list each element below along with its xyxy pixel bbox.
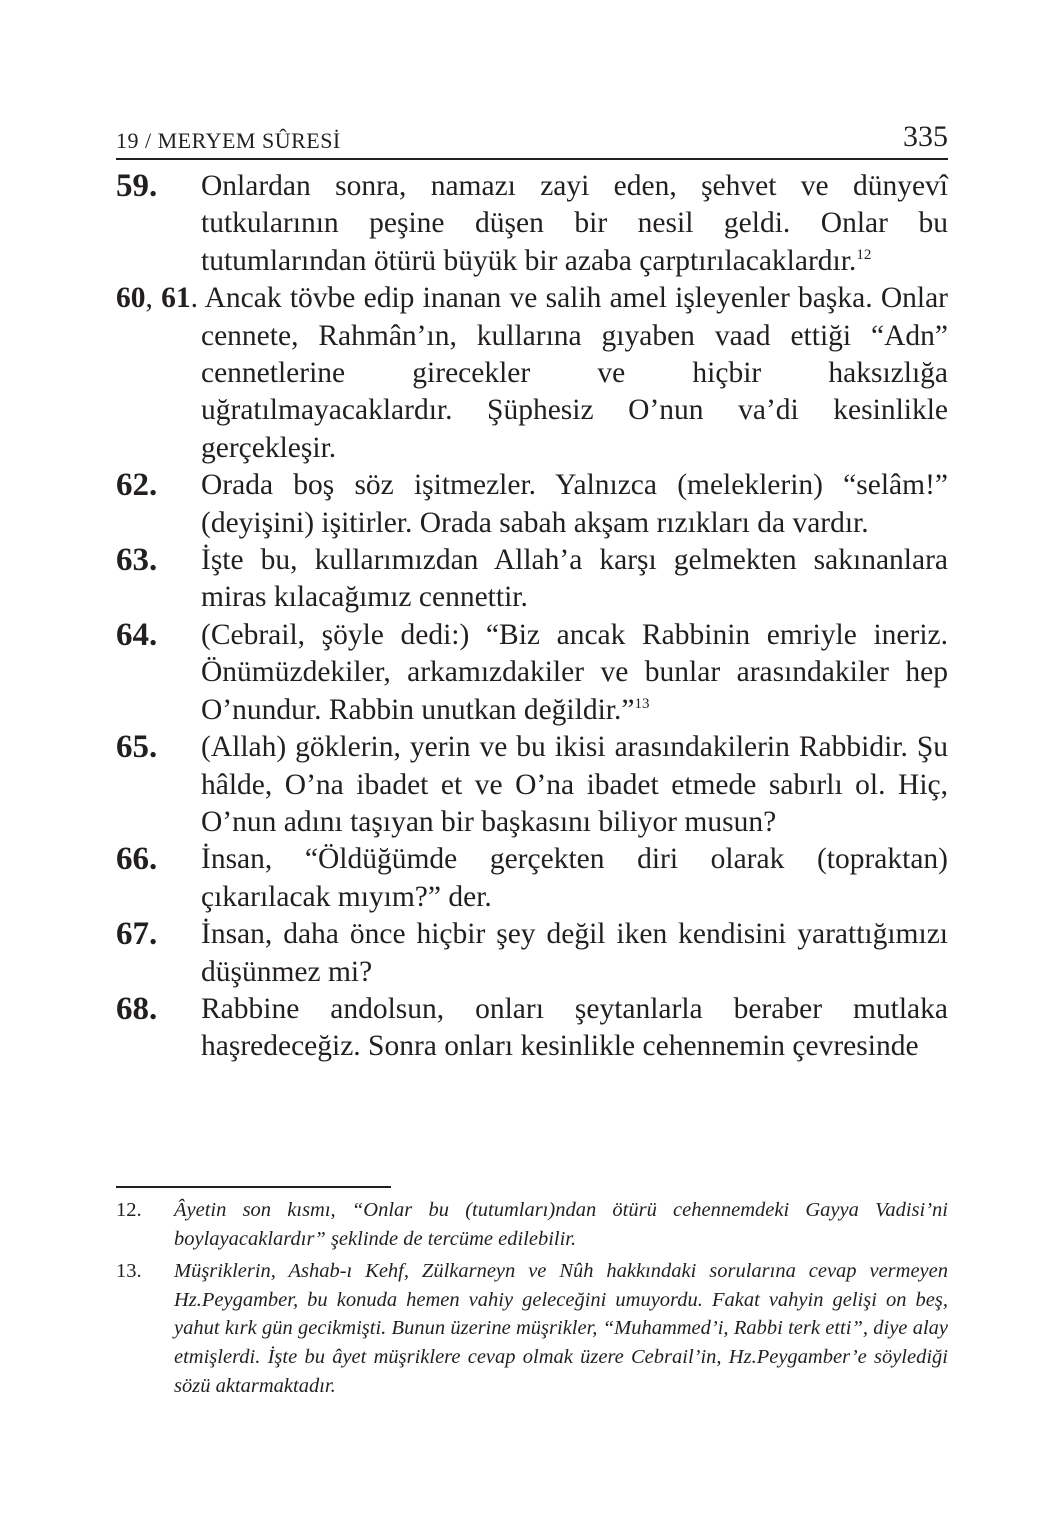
verse-text: Onlardan sonra, namazı zayi eden, şehvet ve dünyevî tutkularının peşine düşen bir nesil geldi. Onlar bu tutumlarından ötürü büyük bir azaba çarptırılacaklardır. <box>201 170 948 277</box>
running-head: 19 / MERYEM SÛRESİ <box>116 128 341 153</box>
verse-number-a: 60 <box>116 282 146 315</box>
footnote-text: Âyetin son kısmı, “Onlar bu (tutumları)ndan ötürü cehennemdeki Gayya Vadisi’ni boylayacaklardır” şeklinde de tercüme edilebilir. <box>174 1199 948 1250</box>
verse-text: Rabbine andolsun, onları şeytanlarla beraber mutlaka haşredeceğiz. Sonra onları kesinlikle cehennemin çevresinde <box>201 992 948 1063</box>
verse-text: İşte bu, kullarımızdan Allah’a karşı gelmekten sakınanlara miras kılacağımız cennettir. <box>201 544 948 614</box>
footnote-number: 12. <box>116 1199 142 1221</box>
verse-64 <box>116 617 948 729</box>
verse-text: (Allah) göklerin, yerin ve bu ikisi arasındakilerin Rabbidir. Şu hâlde, O’na ibadet et ve O’na ibadet etmede sabırlı ol. Hiç, O’nun adını taşıyan bir başkasını biliyor musun? <box>201 731 948 838</box>
verse-number: 66. <box>116 841 158 878</box>
footnote-ref-12[interactable]: 12 <box>856 246 872 263</box>
verse-number-separator: , <box>145 282 162 315</box>
verse-number: 65. <box>116 729 158 766</box>
verse-67 <box>116 916 948 991</box>
verse-list <box>116 168 948 1066</box>
verse-number: 63. <box>116 542 158 579</box>
verse-number: 64. <box>116 616 158 653</box>
verse-text: . Ancak tövbe edip inanan ve salih amel işleyenler başka. Onlar cennete, Rahmân’ın, kullarına gıyaben vaad ettiği “Adn” cennetlerine girecekler ve hiçbir haksızlığa uğratılmayacaklardır. Şüphesiz O’nun va’di kesinlikle gerçekleşir. <box>190 282 948 464</box>
verse-number: 68. <box>116 990 158 1027</box>
footnote-ref-13[interactable]: 13 <box>634 695 650 712</box>
verse-65 <box>116 729 948 841</box>
verse-63 <box>116 542 948 617</box>
verse-62 <box>116 467 948 542</box>
verse-60-61 <box>116 280 948 467</box>
footnote-12 <box>116 1196 948 1253</box>
verse-text: Orada boş söz işitmezler. Yalnızca (meleklerin) “selâm!” (deyişini) işitirler. Orada sabah akşam rızıkları da vardır. <box>201 469 948 539</box>
verse-59 <box>116 168 948 280</box>
verse-text: (Cebrail, şöyle dedi:) “Biz ancak Rabbinin emriyle ineriz. Önümüzdekiler, arkamızdakiler ve bunlar arasındakiler hep O’nundur. Rabbin unutkan değildir.” <box>201 618 948 726</box>
verse-text: İnsan, “Öldüğümde gerçekten diri olarak (topraktan) çıkarılacak mıyım?” der. <box>201 843 948 913</box>
verse-number: 59. <box>116 168 158 204</box>
footnote-number: 13. <box>116 1260 142 1283</box>
page-header <box>116 116 948 160</box>
footnote-text: Müşriklerin, Ashab-ı Kehf, Zülkarneyn ve Nûh hakkındaki sorularına cevap vermeyen Hz.Peygamber, bu konuda hemen vahiy geleceğini umuyordu. Fakat vahyin gelişi on beş, yahut kırk gün gecikmişti. Bunun üzerine müşrikler, “Muhammed’i, Rabbi terk etti”, diye alay etmişlerdi. İşte bu âyet müşriklere cevap olmak üzere Cebrail’in, Hz.Peygamber’e söylediği sözü aktarmaktadır. <box>174 1260 948 1397</box>
footnote-divider <box>116 1186 391 1188</box>
verse-66 <box>116 841 948 916</box>
footnote-13 <box>116 1257 948 1400</box>
verse-68 <box>116 991 948 1066</box>
verse-number-b: 61 <box>161 282 191 315</box>
verse-text: İnsan, daha önce hiçbir şey değil iken kendisini yarattığımızı düşünmez mi? <box>201 918 948 988</box>
verse-number: 62. <box>116 467 158 504</box>
footnote-list <box>116 1196 948 1404</box>
page-number: 335 <box>903 120 948 153</box>
verse-number: 67. <box>116 916 158 953</box>
